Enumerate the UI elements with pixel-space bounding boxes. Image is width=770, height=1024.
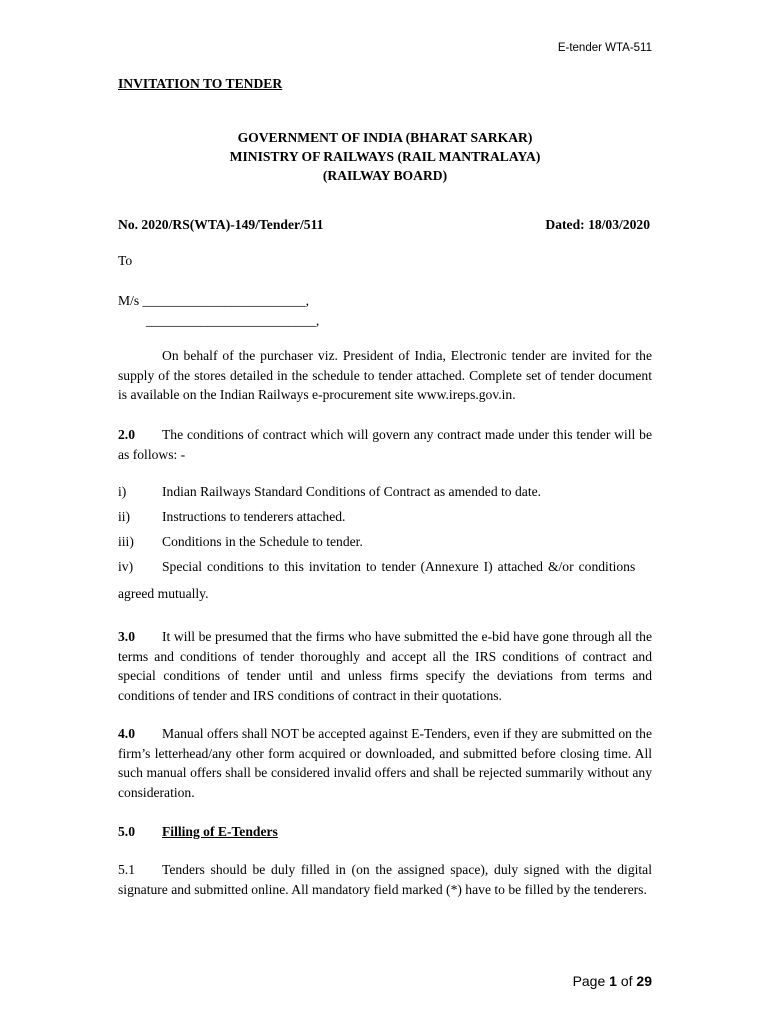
reference-date: Dated: 18/03/2020: [545, 217, 650, 232]
title-text: INVITATION TO TENDER: [118, 76, 283, 91]
list-item: [118, 507, 652, 532]
section-4-number: 4.0: [118, 726, 135, 741]
organization-block: [118, 128, 652, 185]
list-item-label: iii): [118, 534, 134, 549]
current-page: 1: [609, 973, 617, 989]
section-2-text: The conditions of contract which will govern any contract made under this tender will be as follows: -: [118, 427, 652, 462]
of-word: of: [620, 973, 633, 989]
list-item: [118, 482, 652, 507]
list-item: [118, 557, 652, 582]
org-line-1: GOVERNMENT OF INDIA (BHARAT SARKAR): [237, 130, 533, 145]
page-number: [573, 973, 652, 989]
intro-paragraph: On behalf of the purchaser viz. President of India, Electronic tender are invited for the supply of the stores detailed in the schedule to tender attached. Complete set of tender document is available on the Indian Railways e-procurement site www.ireps.gov.in.: [118, 348, 652, 403]
section-2-list: [118, 482, 652, 582]
list-item-label: ii): [118, 509, 131, 524]
total-pages: 29: [636, 973, 652, 989]
section-5-1: [118, 860, 652, 899]
list-item-text: Instructions to tenderers attached.: [162, 509, 346, 524]
section-4-text: Manual offers shall NOT be accepted against E-Tenders, even if they are submitted on the firm’s letterhead/any other form acquired or downloaded, and submitted before closing time. All such manual offers shall be considered invalid offers and shall be rejected summarily without any consideration.: [118, 726, 652, 800]
list-item-label: i): [118, 484, 127, 499]
section-3-number: 3.0: [118, 629, 135, 644]
section-5-title: Filling of E-Tenders: [162, 824, 278, 839]
org-line-2: MINISTRY OF RAILWAYS (RAIL MANTRALAYA): [229, 149, 541, 164]
section-2-continuation: agreed mutually.: [118, 586, 209, 601]
page-word: Page: [572, 973, 606, 989]
reference-number: No. 2020/RS(WTA)-149/Tender/511: [118, 217, 324, 232]
address-ms-line-1: M/s ________________________,: [118, 293, 310, 308]
address-ms-line-2: _________________________,: [146, 313, 320, 328]
org-line-3: (RAILWAY BOARD): [322, 168, 448, 183]
section-5-1-text: Tenders should be duly filled in (on the assigned space), duly signed with the digital signature and submitted online. All mandatory field marked (*) have to be filled by the tenderers.: [118, 862, 652, 897]
section-3: [118, 627, 652, 705]
list-item-text: Conditions in the Schedule to tender.: [162, 534, 363, 549]
section-5-number: 5.0: [118, 824, 135, 839]
list-item-text: Indian Railways Standard Conditions of Contract as amended to date.: [162, 484, 542, 499]
address-to: To: [118, 253, 133, 268]
document-reference: E-tender WTA-511: [557, 42, 652, 54]
section-4: [118, 724, 652, 802]
section-2: [118, 425, 652, 464]
section-5-1-number: 5.1: [118, 862, 135, 877]
section-2-number: 2.0: [118, 427, 135, 442]
section-5-heading: [118, 822, 278, 842]
document-title: [118, 74, 282, 94]
list-item-text: Special conditions to this invitation to tender (Annexure I) attached &/or conditions: [162, 559, 636, 574]
list-item: [118, 532, 652, 557]
section-3-text: It will be presumed that the firms who have submitted the e-bid have gone through all the terms and conditions of tender thoroughly and accept all the IRS conditions of contract and special conditions of tender until and unless firms specify the deviations from terms and conditions of tender and IRS conditions of contract in their quotations.: [118, 629, 652, 703]
list-item-label: iv): [118, 559, 134, 574]
